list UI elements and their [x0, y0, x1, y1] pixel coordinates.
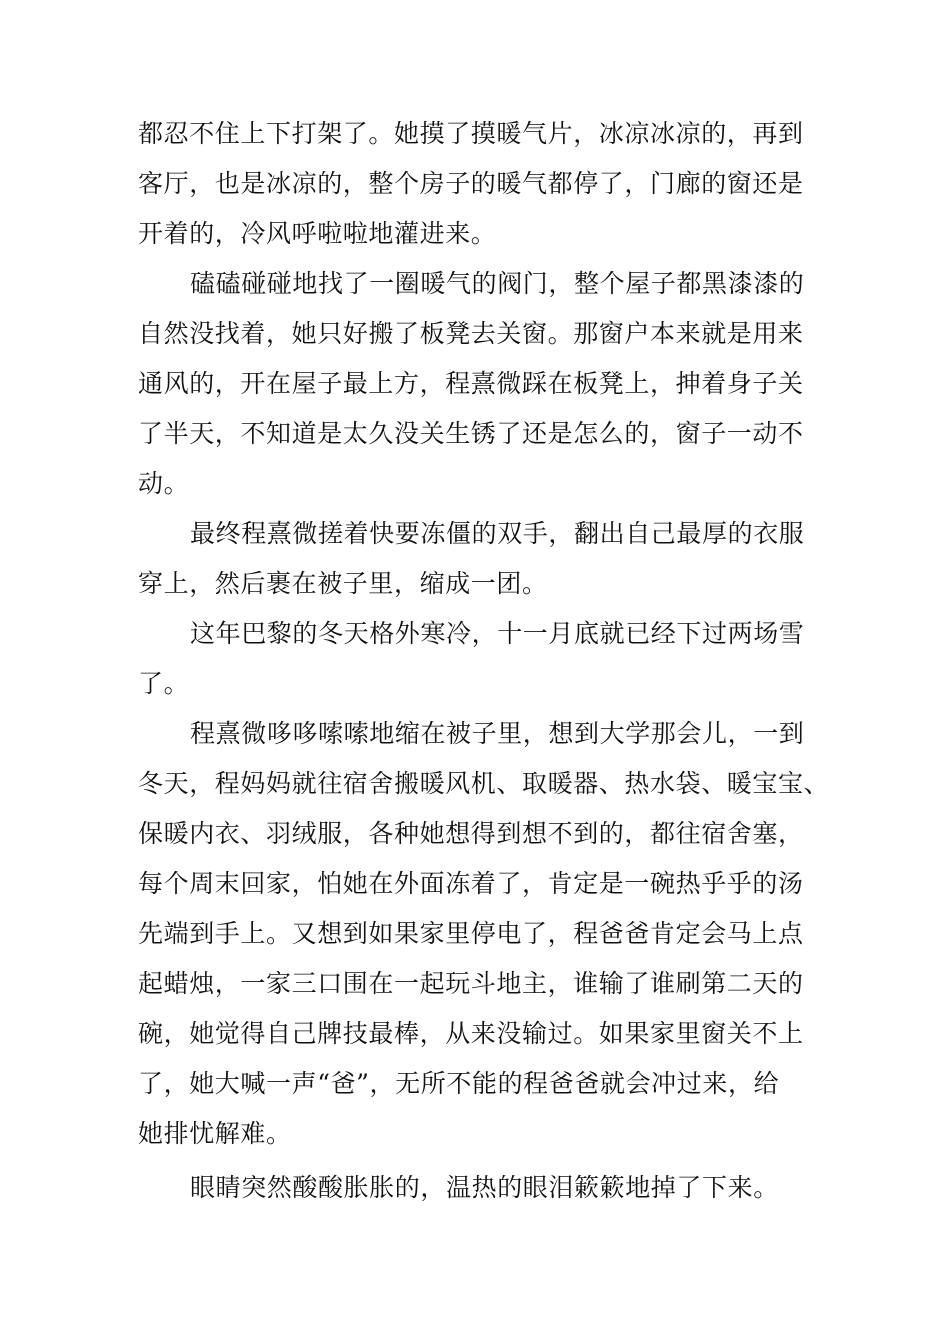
text-line: 开着的，冷风呼啦啦地灌进来。	[138, 219, 497, 248]
text-line: 了，她大喊一声“爸”，无所不能的程爸爸就会冲过来，给	[138, 1069, 780, 1098]
closing-paragraph	[138, 1163, 828, 1213]
paragraph-3	[138, 509, 828, 609]
text-line: 冬天，程妈妈就往宿舍搬暖风机、取暖器、热水袋、暖宝宝、	[138, 769, 830, 798]
text-line: 这年巴黎的冬天格外寒冷，十一月底就已经下过两场雪	[190, 619, 805, 648]
paragraph-4	[138, 609, 828, 709]
text-line: 磕磕碰碰地找了一圈暖气的阀门，整个屋子都黑漆漆的	[190, 269, 805, 298]
text-line: 了半天，不知道是太久没关生锈了还是怎么的，窗子一动不	[138, 419, 804, 448]
text-line: 动。	[138, 469, 190, 498]
text-line: 每个周末回家，怕她在外面冻着了，肯定是一碗热乎乎的汤	[138, 869, 804, 898]
text-line: 自然没找着，她只好搬了板凳去关窗。那窗户本来就是用来	[138, 319, 804, 348]
paragraph-5	[138, 709, 828, 1159]
text-line: 程熹微哆哆嗦嗦地缩在被子里，想到大学那会儿，一到	[190, 719, 805, 748]
body-text	[138, 109, 828, 1159]
paragraph-2	[138, 259, 828, 509]
text-line: 最终程熹微搓着快要冻僵的双手，翻出自己最厚的衣服	[190, 519, 805, 548]
text-line: 她排忧解难。	[138, 1119, 292, 1148]
text-line: 客厅，也是冰凉的，整个房子的暖气都停了，门廊的窗还是	[138, 169, 804, 198]
text-line: 碗，她觉得自己牌技最棒，从来没输过。如果家里窗关不上	[138, 1019, 804, 1048]
text-line: 通风的，开在屋子最上方，程熹微踩在板凳上，抻着身子关	[138, 369, 804, 398]
text-line: 了。	[138, 669, 190, 698]
text-line: 穿上，然后裹在被子里，缩成一团。	[138, 569, 548, 598]
text-line: 先端到手上。又想到如果家里停电了，程爸爸肯定会马上点	[138, 919, 804, 948]
text-line: 保暖内衣、羽绒服，各种她想得到想不到的，都往宿舍塞，	[138, 819, 804, 848]
paragraph-1	[138, 109, 828, 259]
text-line: 都忍不住上下打架了。她摸了摸暖气片，冰凉冰凉的，再到	[138, 119, 804, 148]
text-line: 起蜡烛，一家三口围在一起玩斗地主，谁输了谁刷第二天的	[138, 969, 804, 998]
text-line: 眼睛突然酸酸胀胀的，温热的眼泪簌簌地掉了下来。	[190, 1173, 779, 1202]
